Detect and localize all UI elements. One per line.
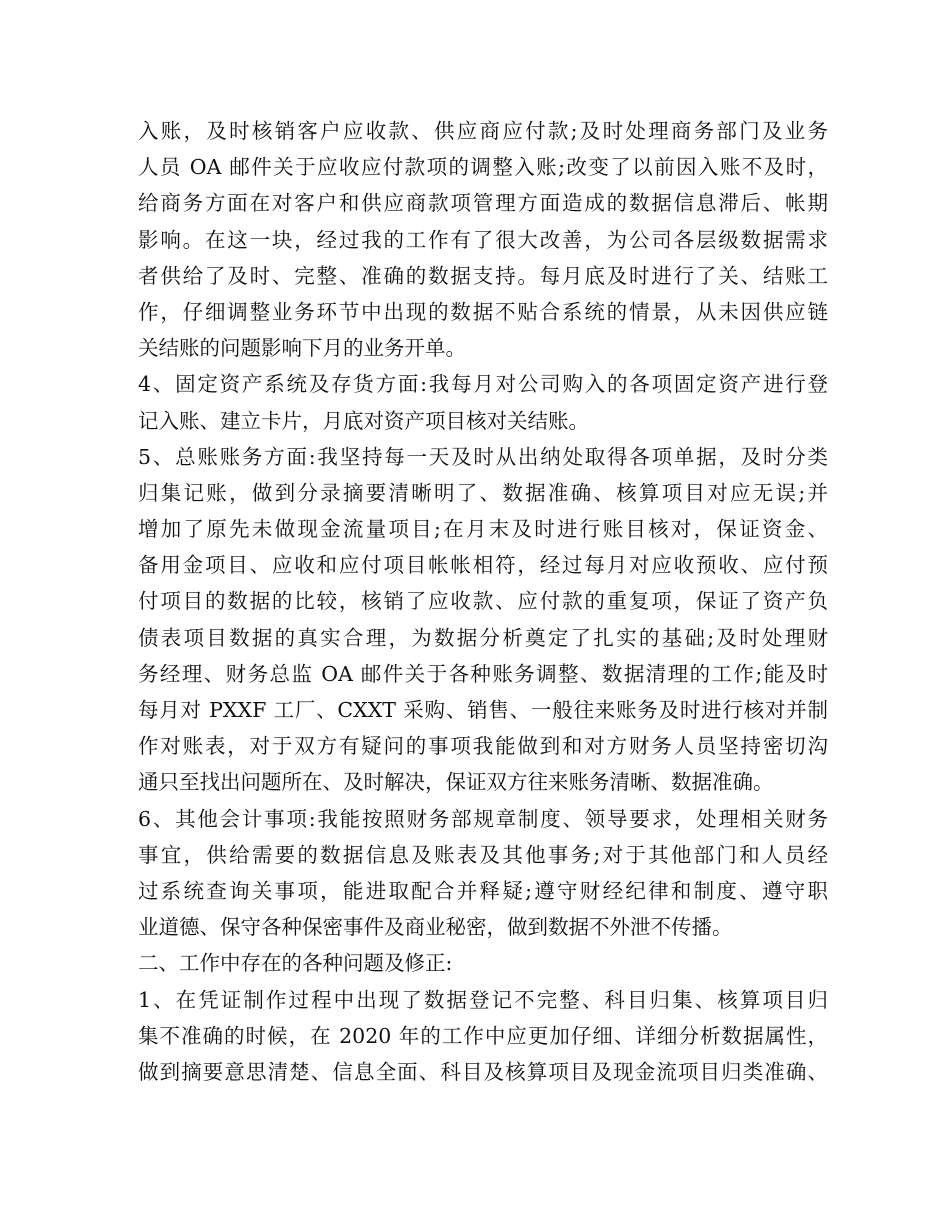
text-line: 集不准确的时候，在 2020 年的工作中应更加仔细、详细分析数据属性， <box>138 1023 828 1048</box>
text-line: 1、在凭证制作过程中出现了数据登记不完整、科目归集、核算项目归 <box>138 987 828 1012</box>
text-line: 5、总账账务方面:我坚持每一天及时从出纳处取得各项单据，及时分类 <box>138 444 828 469</box>
text-line: 通只至找出问题所在、及时解决，保证双方往来账务清晰、数据准确。 <box>138 770 774 795</box>
text-line: 作对账表，对于双方有疑问的事项我能做到和对方财务人员坚持密切沟 <box>138 734 828 759</box>
text-line: 记入账、建立卡片，月底对资产项目核对关结账。 <box>138 408 589 433</box>
text-line: 过系统查询关事项，能进取配合并释疑;遵守财经纪律和制度、遵守职 <box>138 878 828 903</box>
text-line: 债表项目数据的真实合理，为数据分析奠定了扎实的基础;及时处理财 <box>138 625 828 650</box>
text-line: 务经理、财务总监 OA 邮件关于各种账务调整、数据清理的工作;能及时 <box>138 661 828 686</box>
section-heading: 二、工作中存在的各种问题及修正: <box>138 951 453 976</box>
text-line: 业道德、保守各种保密事件及商业秘密，做到数据不外泄不传播。 <box>138 915 733 940</box>
body-text <box>138 113 828 1090</box>
text-line: 增加了原先未做现金流量项目;在月末及时进行账目核对，保证资金、 <box>138 517 828 542</box>
text-line: 人员 OA 邮件关于应收应付款项的调整入账;改变了以前因入账不及时， <box>138 155 828 180</box>
text-line: 事宜，供给需要的数据信息及账表及其他事务;对于其他部门和人员经 <box>138 842 828 867</box>
text-line: 影响。在这一块，经过我的工作有了很大改善，为公司各层级数据需求 <box>138 227 828 252</box>
text-line: 4、固定资产系统及存货方面:我每月对公司购入的各项固定资产进行登 <box>138 372 828 397</box>
text-line: 关结账的问题影响下月的业务开单。 <box>138 336 466 361</box>
text-line: 归集记账，做到分录摘要清晰明了、数据准确、核算项目对应无误;并 <box>138 480 828 505</box>
text-line: 入账，及时核销客户应收款、供应商应付款;及时处理商务部门及业务 <box>138 119 828 143</box>
text-line: 6、其他会计事项:我能按照财务部规章制度、领导要求，处理相关财务 <box>138 806 828 831</box>
text-line: 者供给了及时、完整、准确的数据支持。每月底及时进行了关、结账工 <box>138 263 828 288</box>
text-line: 做到摘要意思清楚、信息全面、科目及核算项目及现金流项目归类准确、 <box>138 1059 828 1084</box>
text-line: 付项目的数据的比较，核销了应收款、应付款的重复项，保证了资产负 <box>138 589 828 614</box>
text-line: 备用金项目、应收和应付项目帐帐相符，经过每月对应收预收、应付预 <box>138 553 828 578</box>
text-line: 给商务方面在对客户和供应商款项管理方面造成的数据信息滞后、帐期 <box>138 191 828 216</box>
text-line: 每月对 PXXF 工厂、CXXT 采购、销售、一般往来账务及时进行核对并制 <box>138 698 828 722</box>
text-line: 作，仔细调整业务环节中出现的数据不贴合系统的情景，从未因供应链 <box>138 299 828 324</box>
